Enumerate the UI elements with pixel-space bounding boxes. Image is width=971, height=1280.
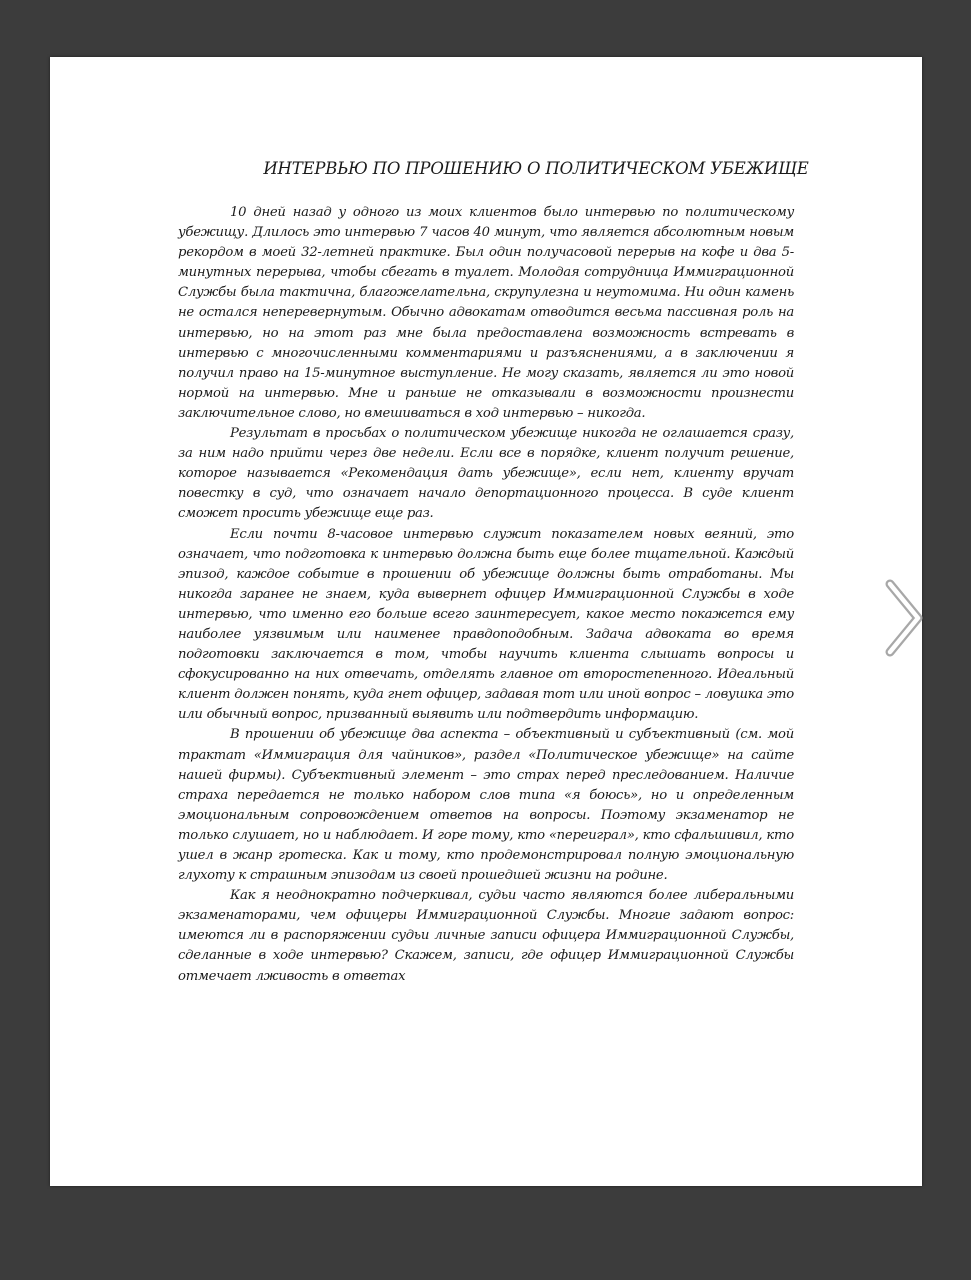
document-body	[178, 203, 794, 987]
chevron-right-icon	[880, 578, 932, 658]
paragraph: Как я неоднократно подчеркивал, судьи часто являются более либеральными экзаменаторами, чем офицеры Иммиграционной Службы. Многие задают вопрос: имеются ли в распоряжении судьи личные записи офицера Иммиграционной Службы, сделанные в ходе интервью? Скажем, записи, где офицер Иммиграционной Службы отмечает лживость в ответах	[178, 888, 794, 984]
next-page-button[interactable]	[880, 578, 932, 658]
paragraph: Если почти 8-часовое интервью служит показателем новых веяний, это означает, что подготовка к интервью должна быть еще более тщательной. Каждый эпизод, каждое событие в прошении об убежище должны быть отработаны. Мы никогда заранее не знаем, куда вывернет офицер Иммиграционной Службы в ходе интервью, что именно его больше всего заинтересует, какое место покажется ему наиболее уязвимым или наименее правдоподобным. Задача адвоката во время подготовки заключается в том, чтобы научить клиента слышать вопросы и сфокусированно на них отвечать, отделять главное от второстепенного. Идеальный клиент должен понять, куда гнет офицер, задавая тот или иной вопрос – ловушка это или обычный вопрос, призванный выявить или подтвердить информацию.	[178, 526, 794, 723]
paragraph: Результат в просьбах о политическом убежище никогда не оглашается сразу, за ним надо прийти через две недели. Если все в порядке, клиент получит решение, которое называется «Рекомендация дать убежище», если нет, клиенту вручат повестку в суд, что означает начало депортационного процесса. В суде клиент сможет просить убежище еще раз.	[178, 426, 794, 522]
paragraph: 10 дней назад у одного из моих клиентов было интервью по политическому убежищу. Длилось это интервью 7 часов 40 минут, что является абсолютным новым рекордом в моей 32-летней практике. Был один получасовой перерыв на кофе и два 5-минутных перерыва, чтобы сбегать в туалет. Молодая сотрудница Иммиграционной Службы была тактична, благожелательна, скрупулезна и неутомима. Ни один камень не остался неперевернутым. Обычно адвокатам отводится весьма пассивная роль на интервью, но на этот раз мне была предоставлена возможность встревать в интервью с многочисленными комментариями и разъяснениями, а в заключении я получил право на 15-минутное выступление. Не могу сказать, является ли это новой нормой на интервью. Мне и раньше не отказывали в возможности произнести заключительное слово, но вмешиваться в ход интервью – никогда.	[178, 205, 794, 421]
document-page	[50, 57, 922, 1186]
paragraph: В прошении об убежище два аспекта – объективный и субъективный (см. мой трактат «Иммиграция для чайников», раздел «Политическое убежище» на сайте нашей фирмы). Субъективный элемент – это страх перед преследованием. Наличие страха передается не только набором слов типа «я боюсь», но и определенным эмоциональным сопровождением ответов на вопросы. Поэтому экзаменатор не только слушает, но и наблюдает. И горе тому, кто «переиграл», кто сфальшивил, кто ушел в жанр гротеска. Как и тому, кто продемонстрировал полную эмоциональную глухоту к страшным эпизодам из своей прошедшей жизни на родине.	[178, 727, 794, 884]
document-title: ИНТЕРВЬЮ ПО ПРОШЕНИЮ О ПОЛИТИЧЕСКОМ УБЕЖИЩЕ	[263, 159, 809, 178]
